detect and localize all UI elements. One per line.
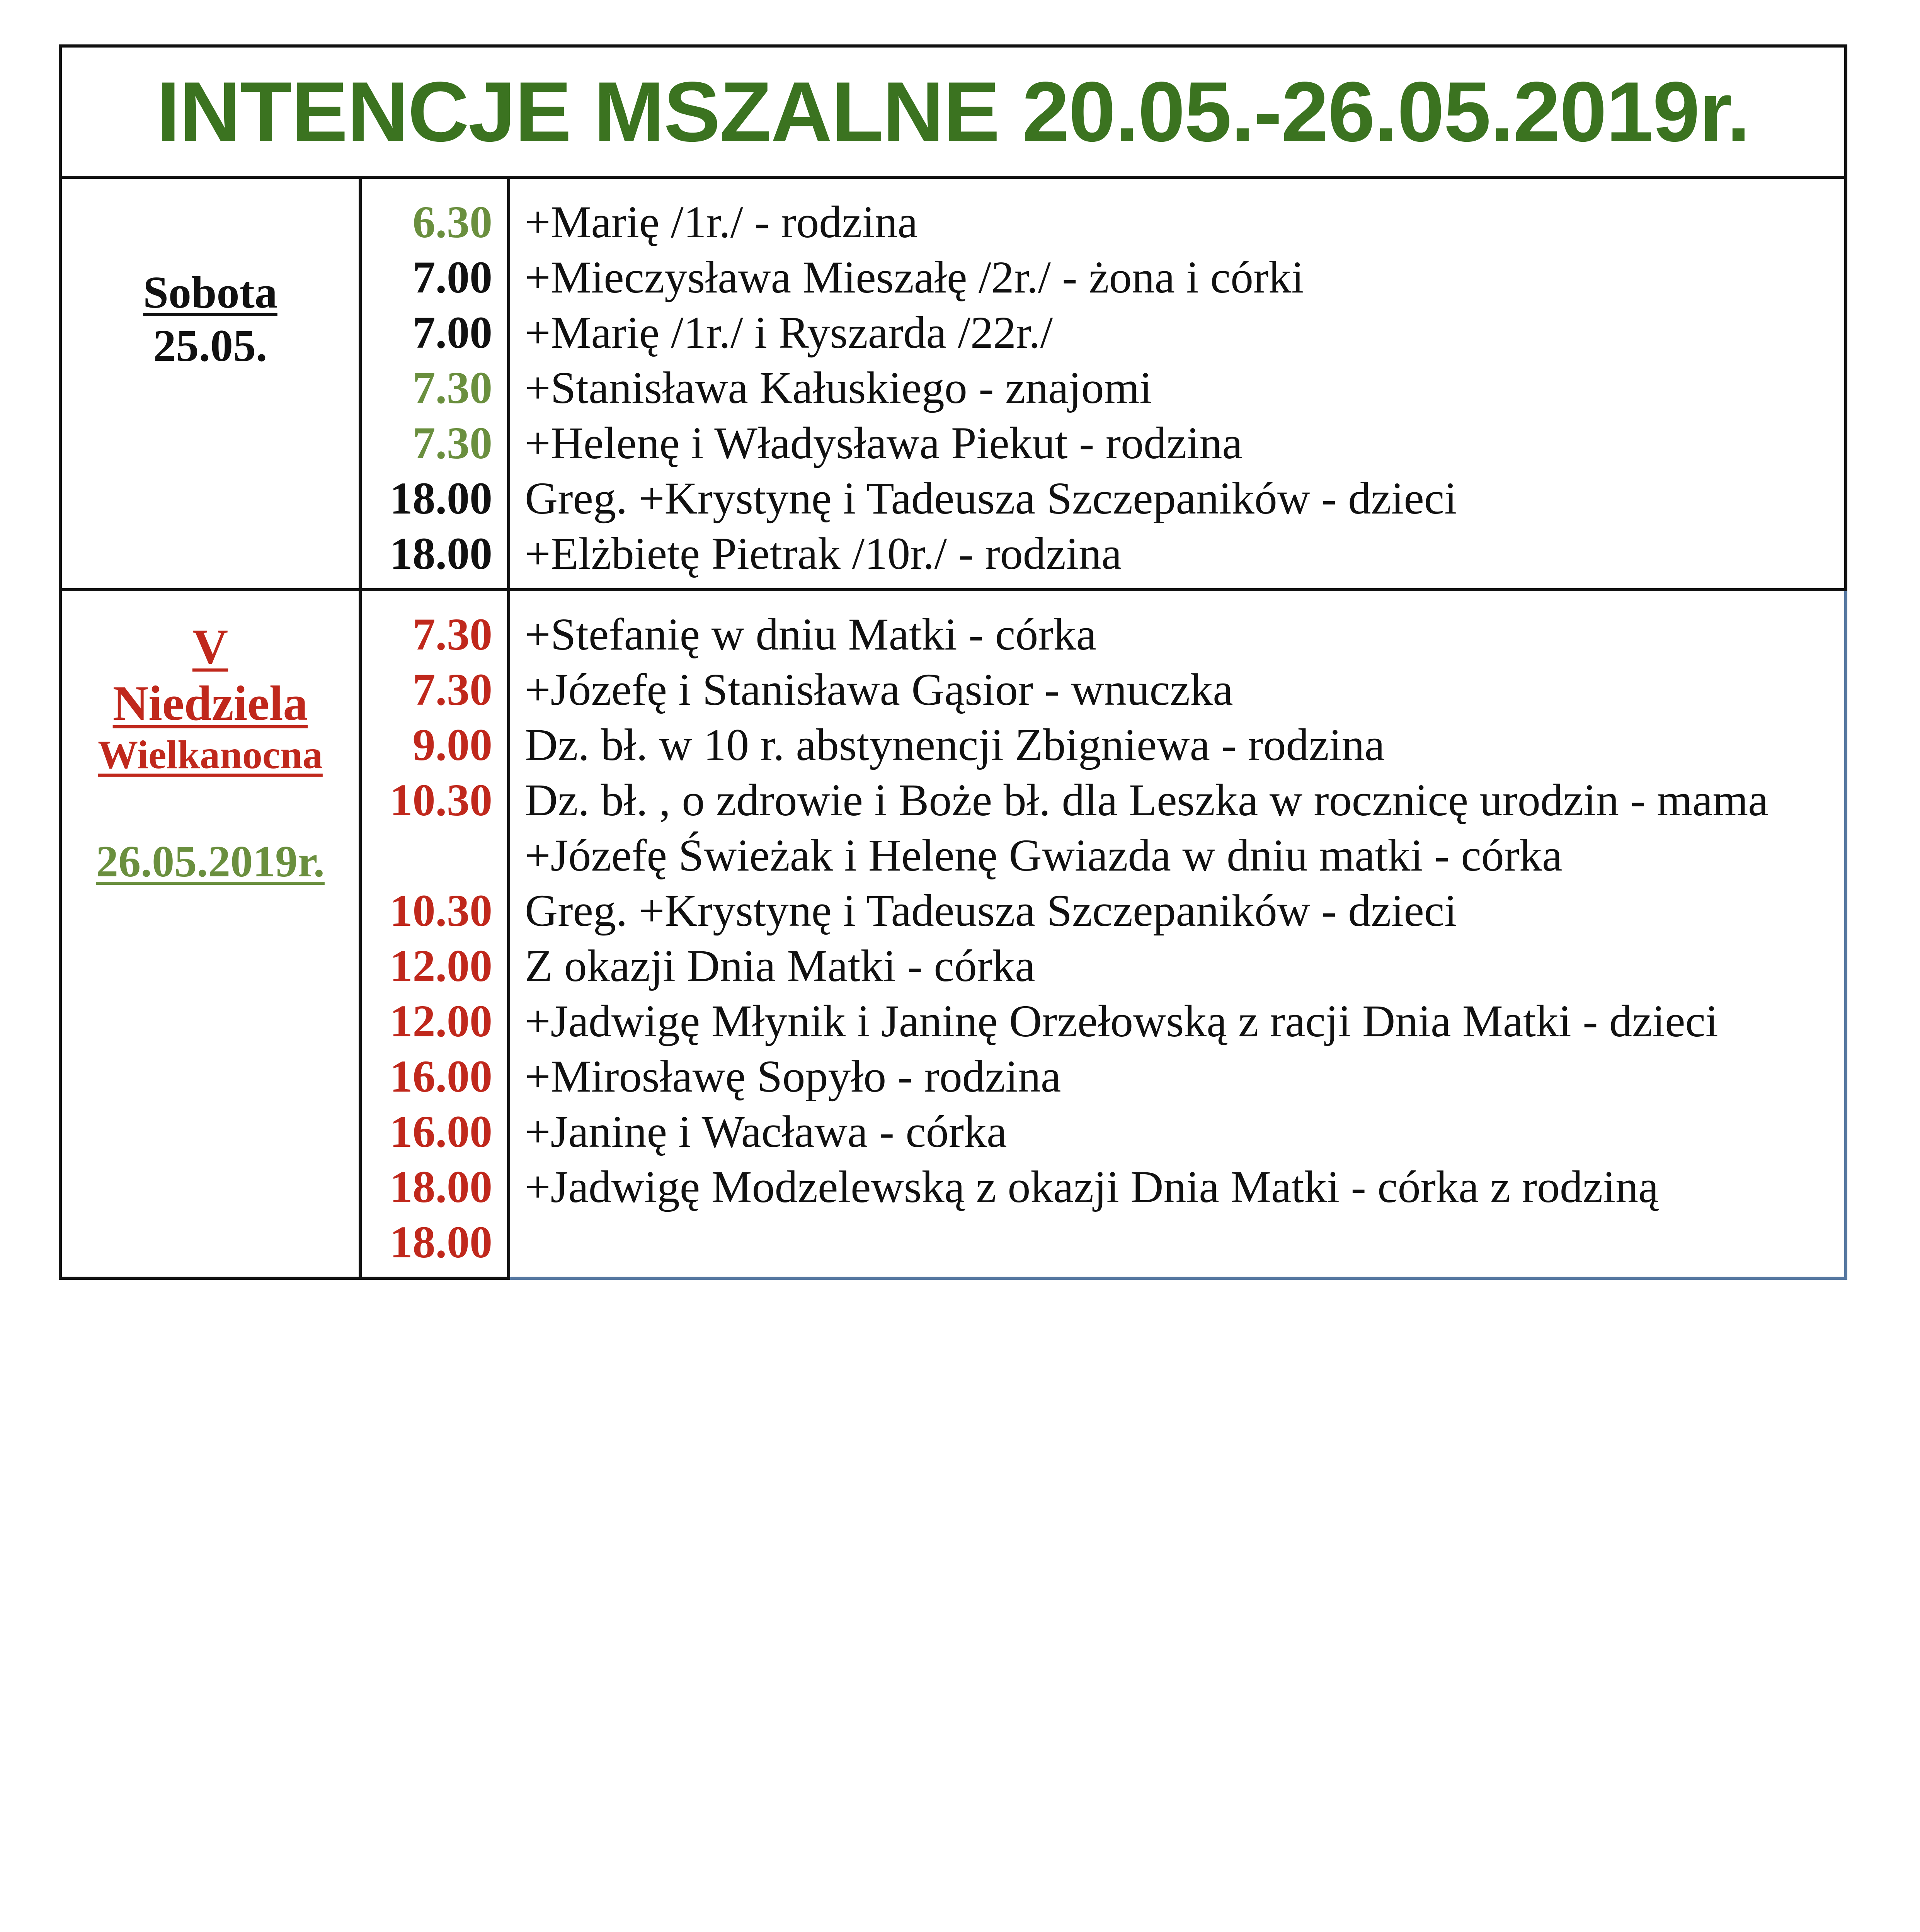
sunday-time: 16.00 bbox=[390, 1051, 492, 1102]
page-title: INTENCJE MSZALNE 20.05.-26.05.2019r. bbox=[156, 64, 1750, 159]
saturday-times-cell bbox=[360, 177, 509, 590]
sunday-time: 18.00 bbox=[390, 1162, 492, 1212]
sunday-day-cell bbox=[60, 590, 360, 1278]
sunday-line-3: Wielkanocna bbox=[98, 733, 323, 777]
sunday-intention: +Janinę i Wacława - córka bbox=[525, 1106, 1007, 1157]
sunday-intention: Greg. +Krystynę i Tadeusza Szczepaników - dzieci bbox=[525, 885, 1457, 936]
sunday-date: 26.05.2019r. bbox=[96, 837, 325, 886]
saturday-intentions-cell bbox=[509, 177, 1846, 590]
sunday-intention: +Jadwigę Młynik i Janinę Orzełowską z racji Dnia Matki - dzieci bbox=[525, 996, 1718, 1046]
sunday-time: 16.00 bbox=[390, 1106, 492, 1157]
sunday-row bbox=[60, 590, 1846, 1278]
saturday-date: 25.05. bbox=[153, 320, 267, 371]
sunday-intention: +Jadwigę Modzelewską z okazji Dnia Matki - córka z rodziną bbox=[525, 1162, 1659, 1212]
saturday-intention: +Marię /1r./ i Ryszarda /22r./ bbox=[525, 307, 1053, 358]
sunday-time: 7.30 bbox=[412, 664, 492, 715]
saturday-intention: Greg. +Krystynę i Tadeusza Szczepaników - dzieci bbox=[525, 473, 1457, 524]
saturday-time: 7.00 bbox=[412, 307, 492, 358]
sunday-intention: +Józefę i Stanisława Gąsior - wnuczka bbox=[525, 664, 1233, 715]
saturday-time: 7.00 bbox=[412, 252, 492, 303]
saturday-intention: +Mieczysława Mieszałę /2r./ - żona i córki bbox=[525, 252, 1304, 303]
saturday-intention: +Elżbietę Pietrak /10r./ - rodzina bbox=[525, 528, 1122, 579]
sunday-intention: Z okazji Dnia Matki - córka bbox=[525, 940, 1035, 991]
intentions-table bbox=[59, 44, 1847, 1280]
sunday-time: 9.00 bbox=[412, 719, 492, 770]
sunday-line-2: Niedziela bbox=[112, 676, 308, 731]
saturday-time: 18.00 bbox=[390, 528, 492, 579]
sunday-line-1: V bbox=[192, 619, 228, 674]
sunday-times-cell bbox=[360, 590, 509, 1278]
sunday-intentions-cell bbox=[509, 590, 1846, 1278]
saturday-intention: +Marię /1r./ - rodzina bbox=[525, 197, 918, 247]
sunday-time: 7.30 bbox=[412, 609, 492, 660]
sunday-intention: +Mirosławę Sopyło - rodzina bbox=[525, 1051, 1061, 1102]
saturday-time: 18.00 bbox=[390, 473, 492, 524]
saturday-intention: +Stanisława Kałuskiego - znajomi bbox=[525, 362, 1152, 413]
title-cell bbox=[60, 46, 1846, 177]
saturday-time: 7.30 bbox=[412, 418, 492, 468]
saturday-time: 7.30 bbox=[412, 362, 492, 413]
sunday-intention: +Józefę Świeżak i Helenę Gwiazda w dniu matki - córka bbox=[525, 830, 1563, 881]
sunday-time: 18.00 bbox=[390, 1217, 492, 1267]
saturday-intention: +Helenę i Władysława Piekut - rodzina bbox=[525, 418, 1243, 468]
sunday-time: 12.00 bbox=[390, 996, 492, 1046]
saturday-row bbox=[60, 177, 1846, 590]
sunday-intention: Dz. bł. , o zdrowie i Boże bł. dla Leszka w rocznicę urodzin - mama bbox=[525, 775, 1769, 825]
sunday-time: 10.30 bbox=[390, 775, 492, 825]
saturday-day-cell bbox=[60, 177, 360, 590]
sunday-time: 12.00 bbox=[390, 940, 492, 991]
sunday-intention: Dz. bł. w 10 r. abstynencji Zbigniewa - rodzina bbox=[525, 719, 1385, 770]
title-row bbox=[60, 46, 1846, 177]
saturday-day-name: Sobota bbox=[143, 267, 277, 318]
saturday-time: 6.30 bbox=[412, 197, 492, 247]
sunday-time: 10.30 bbox=[390, 885, 492, 936]
sunday-intention: +Stefanię w dniu Matki - córka bbox=[525, 609, 1096, 660]
